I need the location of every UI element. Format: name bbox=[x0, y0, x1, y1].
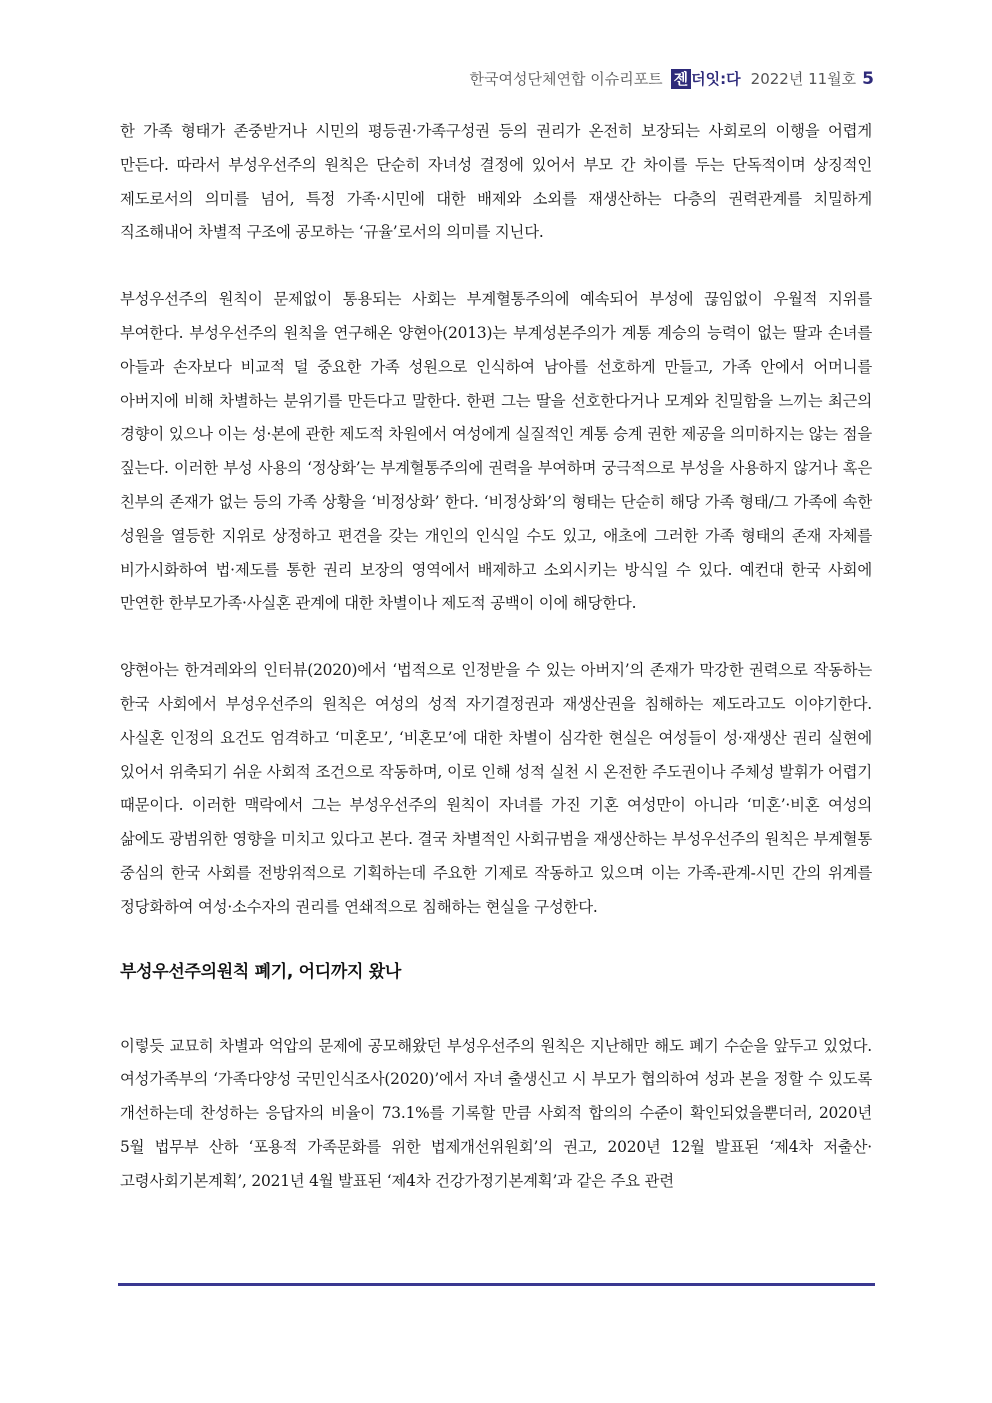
paragraph-2: 부성우선주의 원칙이 문제없이 통용되는 사회는 부계혈통주의에 예속되어 부성에 끊임없이 우월적 지위를 부여한다. 부성우선주의 원칙을 연구해온 양현아(2013)는 부계성본주의가 계통 계승의 능력이 없는 딸과 손녀를 아들과 손자보다 비교적 덜 중요한 가족 성원으로 인식하여 남아를 선호하게 만들고, 가족 안에서 어머니를 아버지에 비해 차별하는 분위기를 만든다고 말한다. 한편 그는 딸을 선호한다거나 모계와 친밀함을 느끼는 최근의 경향이 있으나 이는 성·본에 관한 제도적 차원에서 여성에게 실질적인 계통 승계 권한 제공을 의미하지는 않는 점을 짚는다. 이러한 부성 사용의 ‘정상화’는 부계혈통주의에 권력을 부여하며 궁극적으로 부성을 사용하지 않거나 혹은 친부의 존재가 없는 등의 가족 상황을 ‘비정상화’ 한다. ‘비정상화’의 형태는 단순히 해당 가족 형태/그 가족에 속한 성원을 열등한 지위로 상정하고 편견을 갖는 개인의 인식일 수도 있고, 애초에 그러한 가족 형태의 존재 자체를 비가시화하여 법·제도를 통한 권리 보장의 영역에서 배제하고 소외시키는 방식일 수 있다. 예컨대 한국 사회에 만연한 한부모가족·사실혼 관계에 대한 차별이나 제도적 공백이 이에 해당한다. bbox=[120, 290, 872, 613]
brand-logo-text: 더잇:다 bbox=[691, 70, 741, 88]
publication-name: 한국여성단체연합 이슈리포트 bbox=[469, 70, 663, 88]
footer-divider bbox=[118, 1283, 875, 1286]
section-paragraph: 이렇듯 교묘히 차별과 억압의 문제에 공모해왔던 부성우선주의 원칙은 지난해만 해도 폐기 수순을 앞두고 있었다. 여성가족부의 ‘가족다양성 국민인식조사(2020)’에서 자녀 출생신고 시 부모가 협의하여 성과 본을 정할 수 있도록 개선하는데 찬성하는 응답자의 비율이 73.1%를 기록할 만큼 사회적 합의의 수준이 확인되었을뿐더러, 2020년 5월 법무부 산하 ‘포용적 가족문화를 위한 법제개선위원회’의 권고, 2020년 12월 발표된 ‘제4차 저출산·고령사회기본계획’, 2021년 4월 발표된 ‘제4차 건강가정기본계획’과 같은 주요 관련 bbox=[120, 1036, 872, 1190]
page-number: 5 bbox=[862, 68, 874, 89]
brand-logo-box: 젠 bbox=[671, 69, 692, 89]
paragraph-3: 양현아는 한겨레와의 인터뷰(2020)에서 ‘법적으로 인정받을 수 있는 아버지’의 존재가 막강한 권력으로 작동하는 한국 사회에서 부성우선주의 원칙은 여성의 성적 자기결정권과 재생산권을 침해하는 제도라고도 이야기한다. 사실혼 인정의 요건도 엄격하고 ‘미혼모’, ‘비혼모’에 대한 차별이 심각한 현실은 여성들이 성·재생산 권리 실현에 있어서 위축되기 쉬운 사회적 조건으로 작동하며, 이로 인해 성적 실천 시 온전한 주도권이나 주체성 발휘가 어렵기 때문이다. 이러한 맥락에서 그는 부성우선주의 원칙이 자녀를 가진 기혼 여성만이 아니라 ‘미혼’·비혼 여성의 삶에도 광범위한 영향을 미치고 있다고 본다. 결국 차별적인 사회규범을 재생산하는 부성우선주의 원칙은 부계혈통 중심의 한국 사회를 전방위적으로 기획하는데 주요한 기제로 작동하고 있으며 이는 가족-관계-시민 간의 위계를 정당화하여 여성·소수자의 권리를 연쇄적으로 침해하는 현실을 구성한다. bbox=[120, 661, 872, 916]
page-header bbox=[470, 68, 874, 89]
issue-date: 2022년 11월호 bbox=[750, 70, 857, 88]
section-heading: 부성우선주의원칙 폐기, 어디까지 왔나 bbox=[120, 961, 401, 982]
paragraph-1: 한 가족 형태가 존중받거나 시민의 평등권·가족구성권 등의 권리가 온전히 보장되는 사회로의 이행을 어렵게 만든다. 따라서 부성우선주의 원칙은 단순히 자녀성 결정에 있어서 부모 간 차이를 두는 단독적이며 상징적인 제도로서의 의미를 넘어, 특정 가족·시민에 대한 배제와 소외를 재생산하는 다층의 권력관계를 치밀하게 직조해내어 차별적 구조에 공모하는 ‘규율’로서의 의미를 지닌다. bbox=[120, 122, 872, 242]
article-body bbox=[120, 115, 872, 1199]
